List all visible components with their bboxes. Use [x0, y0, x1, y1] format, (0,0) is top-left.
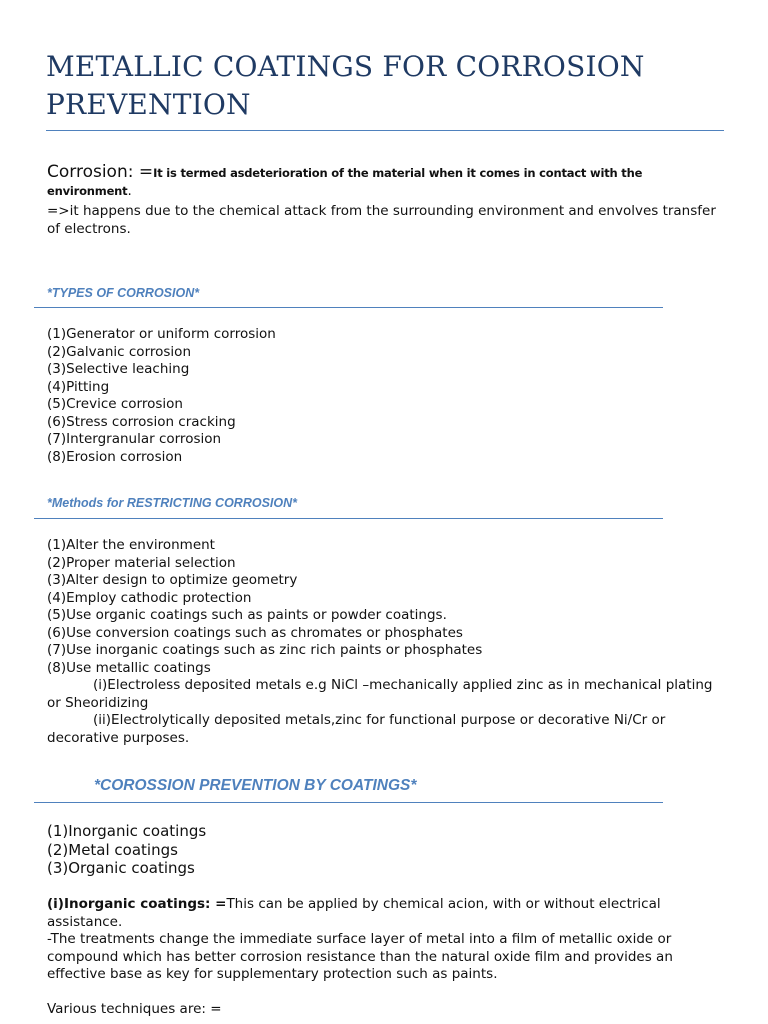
list-item: (5)Use organic coatings such as paints or powder coatings. — [47, 607, 447, 623]
types-heading-rule — [34, 307, 663, 308]
corrosion-definition-period: . — [127, 182, 132, 199]
list-item: (1)Alter the environment — [47, 537, 215, 553]
list-item: (2)Metal coatings — [47, 840, 178, 859]
inorganic-treatment: -The treatments change the immediate surface layer of metal into a film of metallic oxide or compound which has better corrosion resistance than the natural oxide film and provides an effective base as key for supplementary protection such as paints. — [47, 931, 673, 982]
list-item: (6)Stress corrosion cracking — [47, 413, 236, 430]
methods-heading-rule — [34, 518, 663, 519]
list-item: (8)Use metallic coatings — [47, 659, 211, 676]
list-item: (1)Generator or uniform corrosion — [47, 326, 276, 342]
list-item: (3)Alter design to optimize geometry — [47, 572, 298, 588]
title-underline — [46, 130, 724, 131]
list-item: (4)Employ cathodic protection — [47, 589, 252, 606]
list-item: (1)Inorganic coatings — [47, 822, 207, 840]
techniques-line: Various techniques are: = — [47, 1001, 222, 1017]
corrosion-term: Corrosion: = — [47, 162, 154, 182]
coatings-heading: *COROSSION PREVENTION BY COATINGS* — [94, 777, 417, 794]
inorganic-text: This can be applied by chemical acion, with or without electrical assistance. — [47, 896, 661, 930]
metallic-sub-item: (ii)Electrolytically deposited metals,zinc for functional purpose or decorative Ni/Cr or decorative purposes. — [47, 712, 666, 746]
list-item — [47, 677, 727, 712]
coatings-heading-rule — [34, 802, 663, 803]
list-item: (7)Intergranular corrosion — [47, 431, 222, 447]
list-item: (3)Organic coatings — [47, 859, 195, 877]
list-item: (3)Selective leaching — [47, 361, 190, 377]
methods-list — [47, 537, 727, 747]
list-item: (2)Galvanic corrosion — [47, 343, 191, 360]
metallic-sub-item: (i)Electroless deposited metals e.g NiCl –mechanically applied zinc as in mechanical plating or Sheoridizing — [47, 677, 713, 711]
inorganic-label: (i)Inorganic coatings: = — [47, 896, 227, 912]
list-item: (8)Erosion corrosion — [47, 448, 183, 465]
types-heading: *TYPES OF CORROSION* — [47, 286, 200, 300]
inorganic-paragraph — [47, 896, 727, 931]
corrosion-definition-text: It is termed asdeterioration of the material when it comes in contact with the environment — [47, 166, 643, 198]
list-item: (4)Pitting — [47, 378, 110, 395]
corrosion-note: =>it happens due to the chemical attack from the surrounding environment and envolves transfer of electrons. — [47, 203, 716, 237]
methods-heading: *Methods for RESTRICTING CORROSION* — [47, 496, 298, 510]
list-item: (5)Crevice corrosion — [47, 396, 183, 412]
coatings-list — [47, 822, 727, 878]
corrosion-definition — [47, 164, 727, 200]
document-title: METALLIC COATINGS FOR CORROSION PREVENTION — [46, 50, 645, 121]
list-item — [47, 712, 727, 747]
list-item: (2)Proper material selection — [47, 554, 236, 571]
list-item: (6)Use conversion coatings such as chromates or phosphates — [47, 624, 463, 641]
list-item: (7)Use inorganic coatings such as zinc rich paints or phosphates — [47, 642, 483, 658]
types-list — [47, 326, 727, 466]
